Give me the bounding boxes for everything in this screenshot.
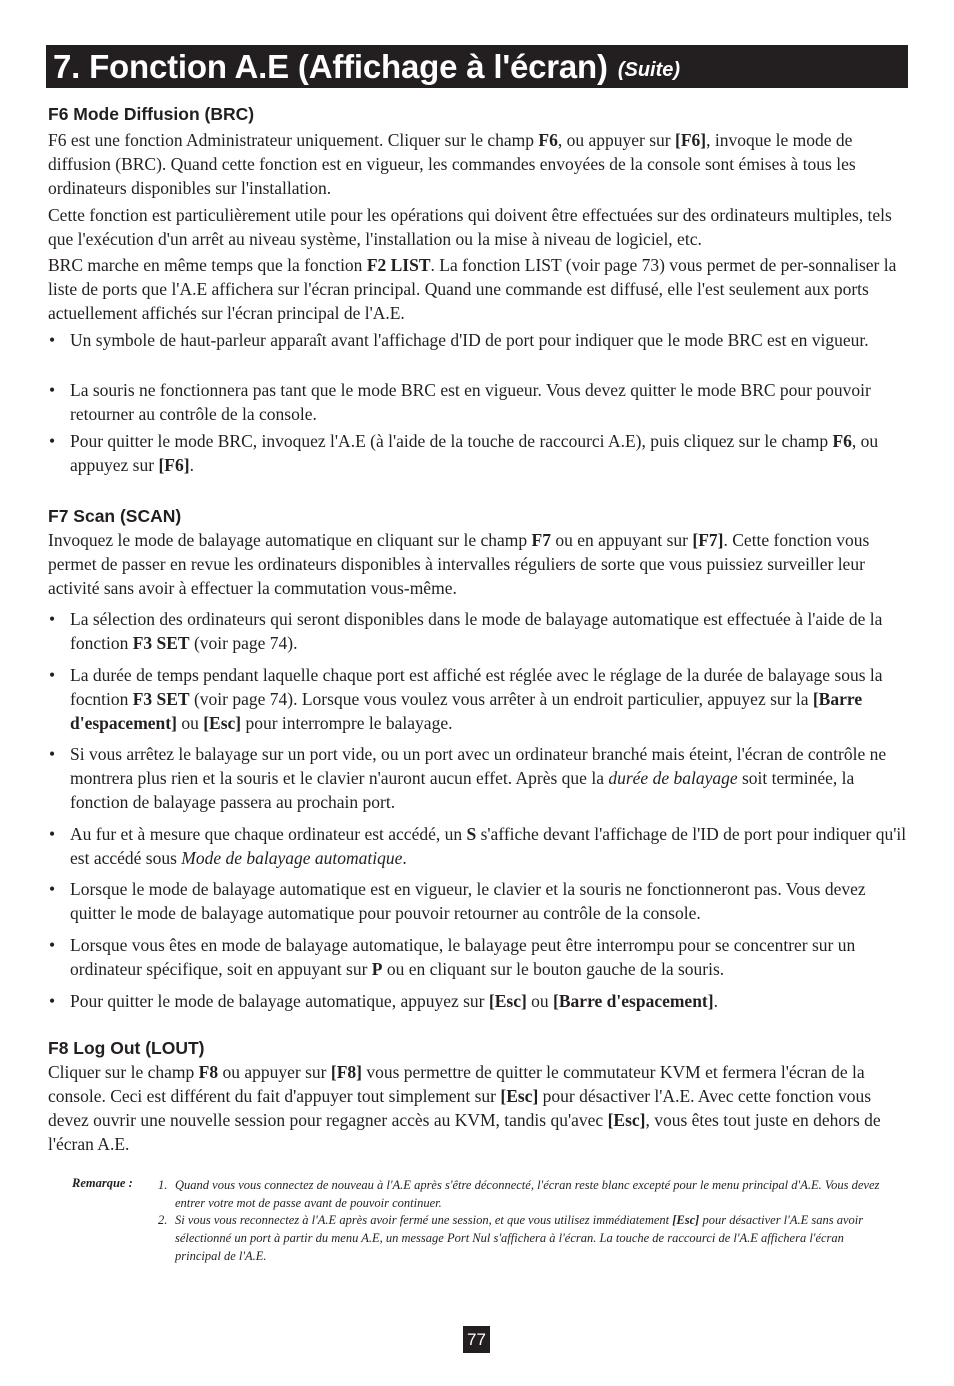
f6-paragraph-1: F6 est une fonction Administrateur uniquement. Cliquer sur le champ F6, ou appuyer sur [F6], invoque le mode de diffusion (BRC). Quand cette fonction est en vigueur, les commandes envoyées de la console sont émises à tous les ordinateurs disponibles sur l'installation. xyxy=(48,130,856,198)
section-heading-f8: F8 Log Out (LOUT) xyxy=(48,1038,205,1058)
bullet-icon: • xyxy=(49,431,56,451)
f7-bullet-3: • Si vous arrêtez le balayage sur un port vide, ou un port avec un ordinateur branché mais éteint, l'écran de contrôle ne montrera plus rien et la souris et le clavier n'auront aucun effet. Après que la durée de balayage soit terminée, la fonction de balayage passera au prochain port. xyxy=(49,744,887,812)
page-title-suffix: (Suite) xyxy=(617,59,681,81)
page-title: 7. Fonction A.E (Affichage à l'écran) xyxy=(53,47,608,85)
f7-bullet-5: • Lorsque le mode de balayage automatique est en vigueur, le clavier et la souris ne fonctionneront pas. Vous devez quitter le mode de balayage automatique pour pouvoir retourner au contrôle de la console. xyxy=(49,879,866,923)
f6-bullet-2: • La souris ne fonctionnera pas tant que le mode BRC est en vigueur. Vous devez quitter le mode BRC pour pouvoir retourner au contrôle de la console. xyxy=(49,380,871,424)
section-heading-f6: F6 Mode Diffusion (BRC) xyxy=(48,104,255,124)
bullet-icon: • xyxy=(49,991,56,1011)
f6-bullet-1: • Un symbole de haut-parleur apparaît avant l'affichage d'ID de port pour indiquer que le mode BRC est en vigueur. xyxy=(49,330,869,350)
f8-paragraph-1: Cliquer sur le champ F8 ou appuyer sur [F8] vous permettre de quitter le commutateur KVM et fermera l'écran de la console. Ceci est différent du fait d'appuyer tout simplement sur [Esc] pour désactiver l'A.E. Avec cette fonction vous devez ouvrir une nouvelle session pour regagner accès au KVM, tandis qu'avec [Esc], vous êtes tout juste en dehors de l'écran A.E. xyxy=(48,1062,881,1154)
bullet-icon: • xyxy=(49,380,56,400)
f7-bullet-1: • La sélection des ordinateurs qui seront disponibles dans le mode de balayage automatique est effectuée à l'aide de la fonction F3 SET (voir page 74). xyxy=(49,609,883,653)
note-label: Remarque : xyxy=(72,1176,133,1190)
f7-paragraph-1: Invoquez le mode de balayage automatique en cliquant sur le champ F7 ou en appuyant sur [F7]. Cette fonction vous permet de passer en revue les ordinateurs disponibles à intervalles réguliers de sorte que vous puissiez surveiller leur activité sans avoir à effectuer la commutation vous-même. xyxy=(48,530,870,598)
bullet-icon: • xyxy=(49,330,56,350)
f6-bullet-3: • Pour quitter le mode BRC, invoquez l'A.E (à l'aide de la touche de raccourci A.E), puis cliquez sur le champ F6, ou appuyez sur [F6]. xyxy=(49,431,879,475)
page-number: 77 xyxy=(463,1326,490,1353)
page-header xyxy=(46,45,908,88)
f7-bullet-6: • Lorsque vous êtes en mode de balayage automatique, le balayage peut être interrompu pour se concentrer sur un ordinateur spécifique, soit en appuyant sur P ou en cliquant sur le bouton gauche de la souris. xyxy=(49,935,856,979)
note-item-2: 2. Si vous vous reconnectez à l'A.E après avoir fermé une session, et que vous utilisez immédiatement [Esc] pour désactiver l'A.E sans avoir sélectionné un port à partir du menu A.E, un message Port Nul s'affichera à l'écran. La touche de raccourci de l'A.E affichera l'écran principal de l'A.E. xyxy=(158,1213,864,1263)
f7-bullet-7: • Pour quitter le mode de balayage automatique, appuyez sur [Esc] ou [Barre d'espacement]. xyxy=(49,991,718,1011)
bullet-icon: • xyxy=(49,744,56,764)
f7-bullet-2: • La durée de temps pendant laquelle chaque port est affiché est réglée avec le réglage de la durée de balayage sous la focntion F3 SET (voir page 74). Lorsque vous voulez vous arrêter à un endroit particulier, appuyez sur la [Barre d'espacement] ou [Esc] pour interrompre le balayage. xyxy=(49,665,883,733)
section-heading-f7: F7 Scan (SCAN) xyxy=(48,506,182,526)
f6-paragraph-3: BRC marche en même temps que la fonction F2 LIST. La fonction LIST (voir page 73) vous permet de per-sonnaliser la liste de ports que l'A.E affichera sur l'écran principal. Quand une commande est diffusé, elle l'est seulement aux ports actuellement affichés sur l'écran principal de l'A.E. xyxy=(48,255,897,323)
note-item-1: 1. Quand vous vous connectez de nouveau à l'A.E après s'être déconnecté, l'écran reste blanc excepté pour le menu principal d'A.E. Vous devez entrer votre mot de passe avant de pouvoir continuer. xyxy=(158,1178,880,1210)
bullet-icon: • xyxy=(49,879,56,899)
f6-paragraph-2: Cette fonction est particulièrement utile pour les opérations qui doivent être effectuées sur des ordinateurs multiples, tels que l'exécution d'un arrêt au niveau système, l'installation ou la mise à niveau de logiciel, etc. xyxy=(48,205,892,249)
bullet-icon: • xyxy=(49,935,56,955)
f7-bullet-4: • Au fur et à mesure que chaque ordinateur est accédé, un S s'affiche devant l'affichage de l'ID de port pour indiquer qu'il est accédé sous Mode de balayage automatique. xyxy=(49,824,907,868)
bullet-icon: • xyxy=(49,824,56,844)
bullet-icon: • xyxy=(49,609,56,629)
bullet-icon: • xyxy=(49,665,56,685)
